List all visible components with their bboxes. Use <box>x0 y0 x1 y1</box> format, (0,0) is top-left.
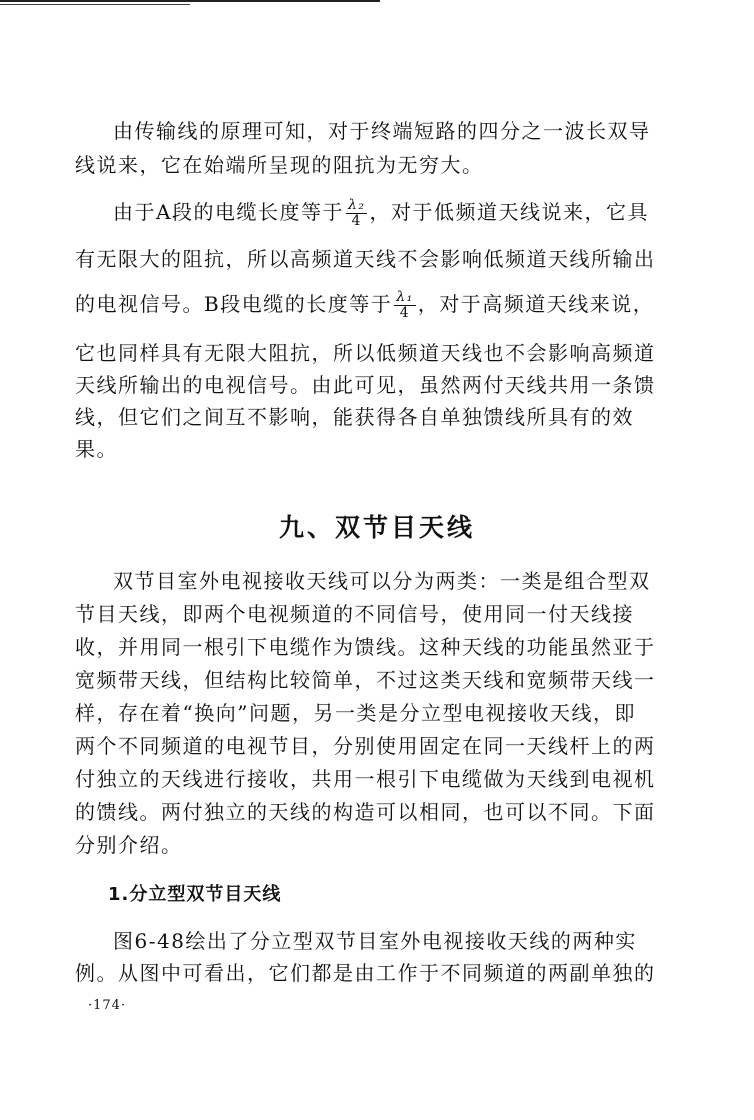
text-line: 例。从图中可看出，它们都是由工作于不同频道的两副单独的 <box>75 961 656 985</box>
text-line: 果。 <box>75 437 118 461</box>
text-fragment: 的电视信号。B段电缆的长度等于 <box>75 292 393 316</box>
text-line: 收，并用同一根引下电缆作为馈线。这种天线的功能虽然亚于 <box>75 635 656 659</box>
text-line: 双节目室外电视接收天线可以分为两类：一类是组合型双 <box>113 569 651 593</box>
text-line: 宽频带天线，但结构比较简单，不过这类天线和宽频带天线一 <box>75 668 656 692</box>
text-line: 两个不同频道的电视节目，分别使用固定在同一天线杆上的两 <box>75 734 656 758</box>
fraction-lambda1-over-4 <box>394 290 416 321</box>
text-line: 线，但它们之间互不影响，能获得各自单独馈线所具有的效 <box>75 405 634 429</box>
scan-edge-line-secondary <box>0 4 190 5</box>
text-fragment: ，对于高频道天线来说， <box>417 292 655 316</box>
text-line: 样，存在着“换向”问题，另一类是分立型电视接收天线，即 <box>75 701 636 725</box>
text-line-with-fraction <box>75 289 655 321</box>
text-line-with-fraction <box>113 198 683 229</box>
page-number: ·174· <box>88 998 127 1013</box>
text-line: 分别介绍。 <box>75 833 183 857</box>
fraction-numerator: λ₁ <box>396 289 414 305</box>
text-line: 由传输线的原理可知，对于终端短路的四分之一波长双导 <box>113 119 651 143</box>
fraction-numerator: λ₂ <box>347 197 366 213</box>
text-line: 有无限大的阻抗，所以高频道天线不会影响低频道天线所输出 <box>75 247 656 271</box>
text-line: 图6-48绘出了分立型双节目室外电视接收天线的两种实 <box>113 929 637 953</box>
text-line: 节目天线，即两个电视频道的不同信号，使用同一付天线接 <box>75 602 634 626</box>
fraction-denominator: 4 <box>399 305 411 321</box>
fraction-lambda2-over-4 <box>346 198 368 229</box>
text-line: 它也同样具有无限大阻抗，所以低频道天线也不会影响高频道 <box>75 341 656 365</box>
text-fragment: 由于A段的电缆长度等于 <box>113 200 344 224</box>
text-fragment: ，对于低频道天线说来，它具 <box>369 200 649 224</box>
text-line: 线说来，它在始端所呈现的阻抗为无穷大。 <box>75 153 484 177</box>
text-line: 的馈线。两付独立的天线的构造可以相同，也可以不同。下面 <box>75 800 656 824</box>
subsection-title: 1.分立型双节目天线 <box>108 884 282 905</box>
text-line: 天线所输出的电视信号。由此可见，虽然两付天线共用一条馈 <box>75 373 656 397</box>
text-line: 付独立的天线进行接收，共用一根引下电缆做为天线到电视机 <box>75 767 656 791</box>
scan-edge-line <box>0 0 380 2</box>
fraction-denominator: 4 <box>351 213 362 229</box>
section-title: 九、双节目天线 <box>278 513 475 542</box>
